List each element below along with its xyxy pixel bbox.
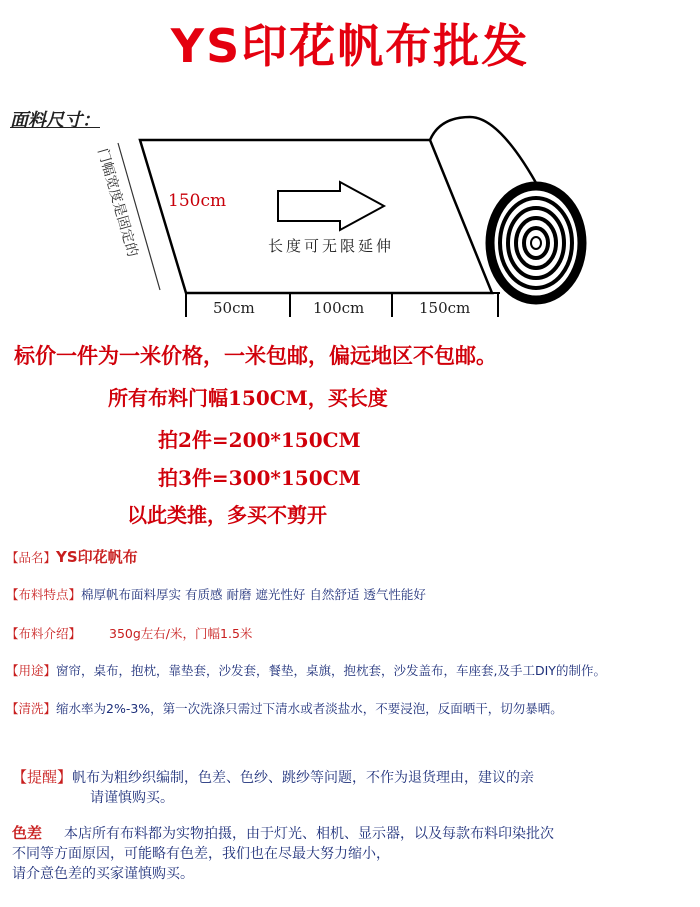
spec-value: YS印花帆布 — [56, 548, 138, 566]
spec-tag: 【布料介绍】 — [6, 626, 82, 641]
page-title: YS印花帆布批发 — [170, 19, 530, 73]
spec-feature-row — [6, 585, 426, 603]
price-notice: 标价一件为一米价格，一米包邮，偏远地区不包邮。 — [14, 343, 497, 368]
spec-intro-row — [6, 624, 252, 642]
side-text: 门幅宽度是固定的 — [94, 146, 141, 259]
example-3: 拍3件=300*150CM — [158, 466, 361, 490]
spec-tag: 【布料特点】 — [6, 587, 82, 602]
color-diff-line: 本店所有布料都为实物拍摄，由于灯光、相机、显示器，以及每款布料印染批次 — [64, 826, 555, 842]
tick-label: 100cm — [313, 299, 365, 317]
color-diff-line: 请介意色差的买家谨慎购买。 — [12, 866, 194, 882]
tick-label: 150cm — [419, 299, 471, 317]
color-diff-block — [12, 822, 554, 883]
color-diff-line: 不同等方面原因，可能略有色差，我们也在尽最大努力缩小， — [12, 846, 390, 862]
spec-tag: 【用途】 — [6, 663, 57, 678]
spec-wash-row — [6, 699, 563, 717]
example-etc: 以此类推，多买不剪开 — [127, 503, 327, 527]
example-2: 拍2件=200*150CM — [158, 428, 361, 452]
tick-label: 50cm — [213, 299, 255, 317]
size-label: 面料尺寸： — [10, 110, 100, 131]
reminder-tag: 【提醒】 — [12, 768, 73, 786]
width-text: 150cm — [168, 191, 227, 211]
reminder-block — [12, 766, 534, 807]
spec-value: 缩水率为2%-3%，第一次洗涤只需过下清水或者淡盐水，不要浸泡，反面晒干，切勿暴晒。 — [56, 701, 563, 716]
spec-tag: 【品名】 — [6, 550, 57, 565]
spec-value: 350g左右/米，门幅1.5米 — [109, 626, 253, 641]
reminder-line: 帆布为粗纱织编制，色差、色纱、跳纱等问题，不作为退货理由，建议的亲 — [72, 770, 535, 786]
arrow-text: 长度可无限延伸 — [268, 237, 395, 255]
reminder-line: 请谨慎购买。 — [90, 790, 174, 806]
spec-use-row — [6, 661, 606, 679]
spec-tag: 【清洗】 — [6, 701, 57, 716]
width-notice: 所有布料门幅150CM，买长度 — [108, 386, 388, 410]
spec-value: 棉厚帆布面料厚实 有质感 耐磨 遮光性好 自然舒适 透气性能好 — [81, 587, 426, 602]
fabric-roll-diagram — [0, 95, 700, 325]
spec-value: 窗帘，桌布，抱枕，靠垫套，沙发套，餐垫，桌旗，抱枕套，沙发盖布，车座套,及手工DIY的制作。 — [56, 663, 606, 678]
roll-end — [490, 186, 582, 300]
spec-name-row — [6, 546, 138, 567]
color-diff-tag: 色差 — [12, 824, 43, 842]
